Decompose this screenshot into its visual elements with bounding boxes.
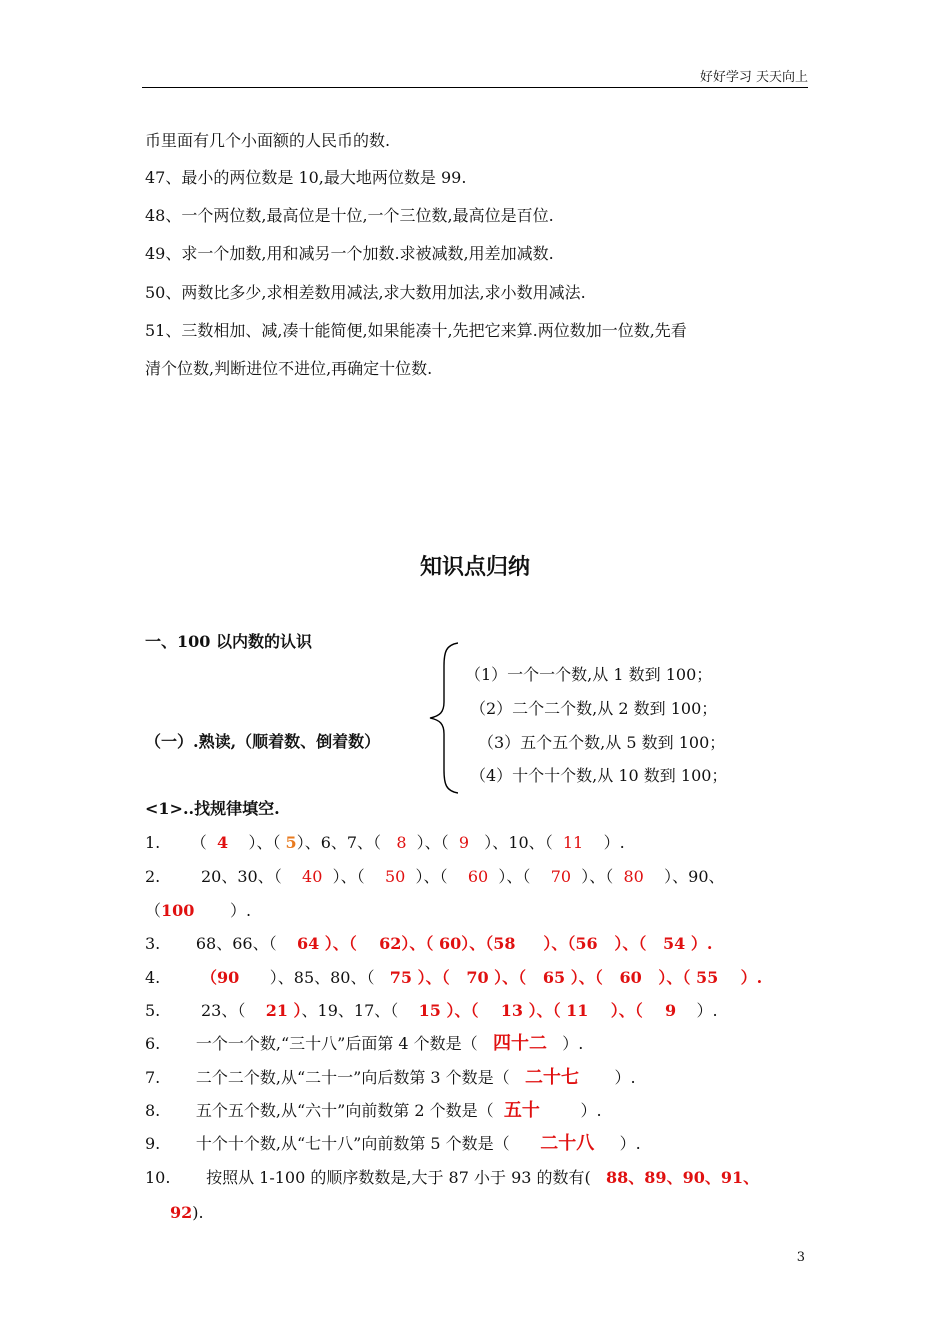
- exercise-4: 4. （90 ）、85、80、（ 75 ）、（ 70 ）、（ 65 ）、（ 60 ）、（ 55 ）.: [145, 968, 763, 987]
- counting-item: （3）五个五个数,从 5 数到 100；: [478, 733, 726, 752]
- intro-line: 清个位数,判断进位不进位,再确定十位数.: [145, 359, 433, 378]
- counting-item: （2）二个二个数,从 2 数到 100；: [470, 699, 718, 718]
- exercise-2-continued: （100 ）.: [145, 901, 252, 920]
- exercise-10: 10. 按照从 1-100 的顺序数数是,大于 87 小于 93 的数有( 88、89、90、91、: [145, 1168, 760, 1187]
- intro-line: 51、三数相加、减,凑十能简便,如果能凑十,先把它来算.两位数加一位数,先看: [145, 321, 687, 340]
- exercise-8: 8. 五个五个数,从“六十”向前数第 2 个数是（ 五十 ）.: [145, 1100, 602, 1121]
- exercise-10-continued: 92).: [170, 1203, 204, 1222]
- counting-item: （4）十个十个数,从 10 数到 100；: [470, 766, 728, 785]
- exercise-7: 7. 二个二个数,从“二十一”向后数第 3 个数是（ 二十七 ）.: [145, 1067, 636, 1088]
- intro-line: 47、最小的两位数是 10,最大地两位数是 99.: [145, 168, 467, 187]
- header-slogan: 好好学习 天天向上: [699, 70, 808, 85]
- exercise-heading: <1>..找规律填空.: [145, 799, 280, 818]
- intro-line: 48、一个两位数,最高位是十位,一个三位数,最高位是百位.: [145, 206, 554, 225]
- section-heading: 一、100 以内数的认识: [145, 632, 312, 651]
- exercise-2: 2. 20、30、（ 40 ）、（ 50 ）、（ 60 ）、（ 70 ）、（ 80 ）、90、: [145, 867, 725, 886]
- header-divider: [142, 87, 808, 88]
- intro-line: 49、求一个加数,用和减另一个加数.求被减数,用差加减数.: [145, 244, 554, 263]
- sub-heading: （一）.熟读,（顺着数、倒着数）: [145, 732, 381, 751]
- page-number: 3: [796, 1250, 805, 1265]
- exercise-9: 9. 十个十个数,从“七十八”向前数第 5 个数是（ 二十八 ）.: [145, 1133, 641, 1154]
- intro-line: 50、两数比多少,求相差数用减法,求大数用加法,求小数用减法.: [145, 283, 586, 302]
- curly-brace-icon: [428, 642, 458, 794]
- intro-line: 币里面有几个小面额的人民币的数.: [145, 131, 391, 150]
- exercise-6: 6. 一个一个数,“三十八”后面第 4 个数是（ 四十二 ）.: [145, 1033, 584, 1054]
- exercise-5: 5. 23、（ 21 ）、19、17、（ 15 ）、（ 13 ）、（ 11 ）、（ 9 ）.: [145, 1001, 718, 1020]
- exercise-1: 1. （ 4 ）、（ 5）、6、7、（ 8 ）、（ 9 ）、10、（ 11 ）.: [145, 833, 625, 852]
- counting-item: （1）一个一个数,从 1 数到 100；: [465, 665, 713, 684]
- section-title: 知识点归纳: [419, 555, 530, 580]
- exercise-3: 3. 68、66、（ 64 ）、（ 62）、（ 60）、（58 ）、（56 ）、（ 54 ）.: [145, 934, 713, 953]
